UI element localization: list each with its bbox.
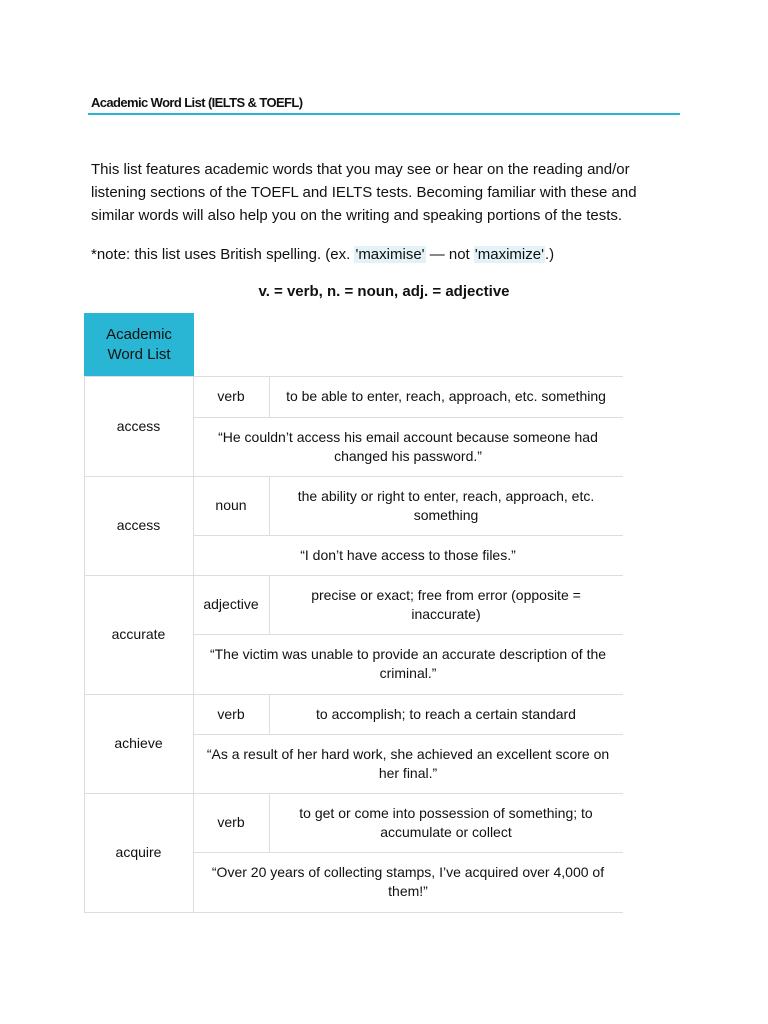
spelling-note <box>91 244 691 266</box>
word-cell: achieve <box>114 735 163 751</box>
part-of-speech-cell: verb <box>217 705 245 722</box>
note-prefix: *note: this list uses British spelling. (ex. <box>91 246 355 263</box>
row-inner-divider <box>193 417 623 418</box>
row-divider <box>84 575 623 576</box>
row-inner-divider <box>193 734 623 735</box>
note-british-example: 'maximise' <box>355 246 425 263</box>
pos-column-divider <box>269 793 270 852</box>
intro-paragraph: This list features academic words that you may see or hear on the reading and/or listening sections of the TOEFL and IELTS tests. Becoming familiar with these and similar words will also help you on the writing and speaking portions of the tests. <box>91 161 637 224</box>
note-suffix: .) <box>544 246 555 263</box>
row-divider <box>84 694 623 695</box>
definition-cell: to get or come into possession of something; to accumulate or collect <box>299 804 593 840</box>
row-inner-divider <box>193 535 623 536</box>
example-cell: “Over 20 years of collecting stamps, I’ve acquired over 4,000 of them!” <box>211 864 605 899</box>
pos-column-divider <box>269 476 270 535</box>
example-cell: “The victim was unable to provide an accurate description of the criminal.” <box>209 646 607 681</box>
part-of-speech-cell: verb <box>217 388 245 404</box>
row-divider <box>84 476 623 477</box>
word-cell: acquire <box>115 844 162 860</box>
table-header-label: Academic Word List <box>106 325 172 363</box>
part-of-speech-cell: adjective <box>203 596 259 612</box>
definition-cell: to be able to enter, reach, approach, etc. something <box>286 388 606 404</box>
definition-cell: the ability or right to enter, reach, approach, etc. something <box>297 487 595 523</box>
table-header <box>84 313 194 376</box>
word-column-divider <box>193 376 194 912</box>
part-of-speech-cell: noun <box>215 497 247 513</box>
note-middle: — not <box>425 246 474 263</box>
row-inner-divider <box>193 852 623 853</box>
page-title: Academic Word List (IELTS & TOEFL) <box>91 95 303 110</box>
note-american-example: 'maximize' <box>474 246 544 263</box>
word-cell: access <box>116 417 161 434</box>
definition-cell: precise or exact; free from error (opposite = inaccurate) <box>311 586 581 622</box>
table-bottom-border <box>84 912 623 913</box>
definition-cell: to accomplish; to reach a certain standard <box>316 705 576 722</box>
table-left-border <box>84 376 85 912</box>
example-cell: “He couldn’t access his email account because someone had changed his password.” <box>218 428 598 464</box>
example-cell: “As a result of her hard work, she achieved an excellent score on her final.” <box>206 745 610 781</box>
pos-column-divider <box>269 694 270 734</box>
pos-column-divider <box>269 575 270 634</box>
row-inner-divider <box>193 634 623 635</box>
word-cell: access <box>116 517 161 533</box>
row-divider <box>84 376 623 377</box>
example-cell: “I don’t have access to those files.” <box>300 546 516 563</box>
word-cell: accurate <box>111 626 166 642</box>
pos-column-divider <box>269 376 270 417</box>
part-of-speech-cell: verb <box>217 814 245 830</box>
row-divider <box>84 793 623 794</box>
abbreviation-legend: v. = verb, n. = noun, adj. = adjective <box>258 283 510 300</box>
title-underline <box>88 113 680 115</box>
